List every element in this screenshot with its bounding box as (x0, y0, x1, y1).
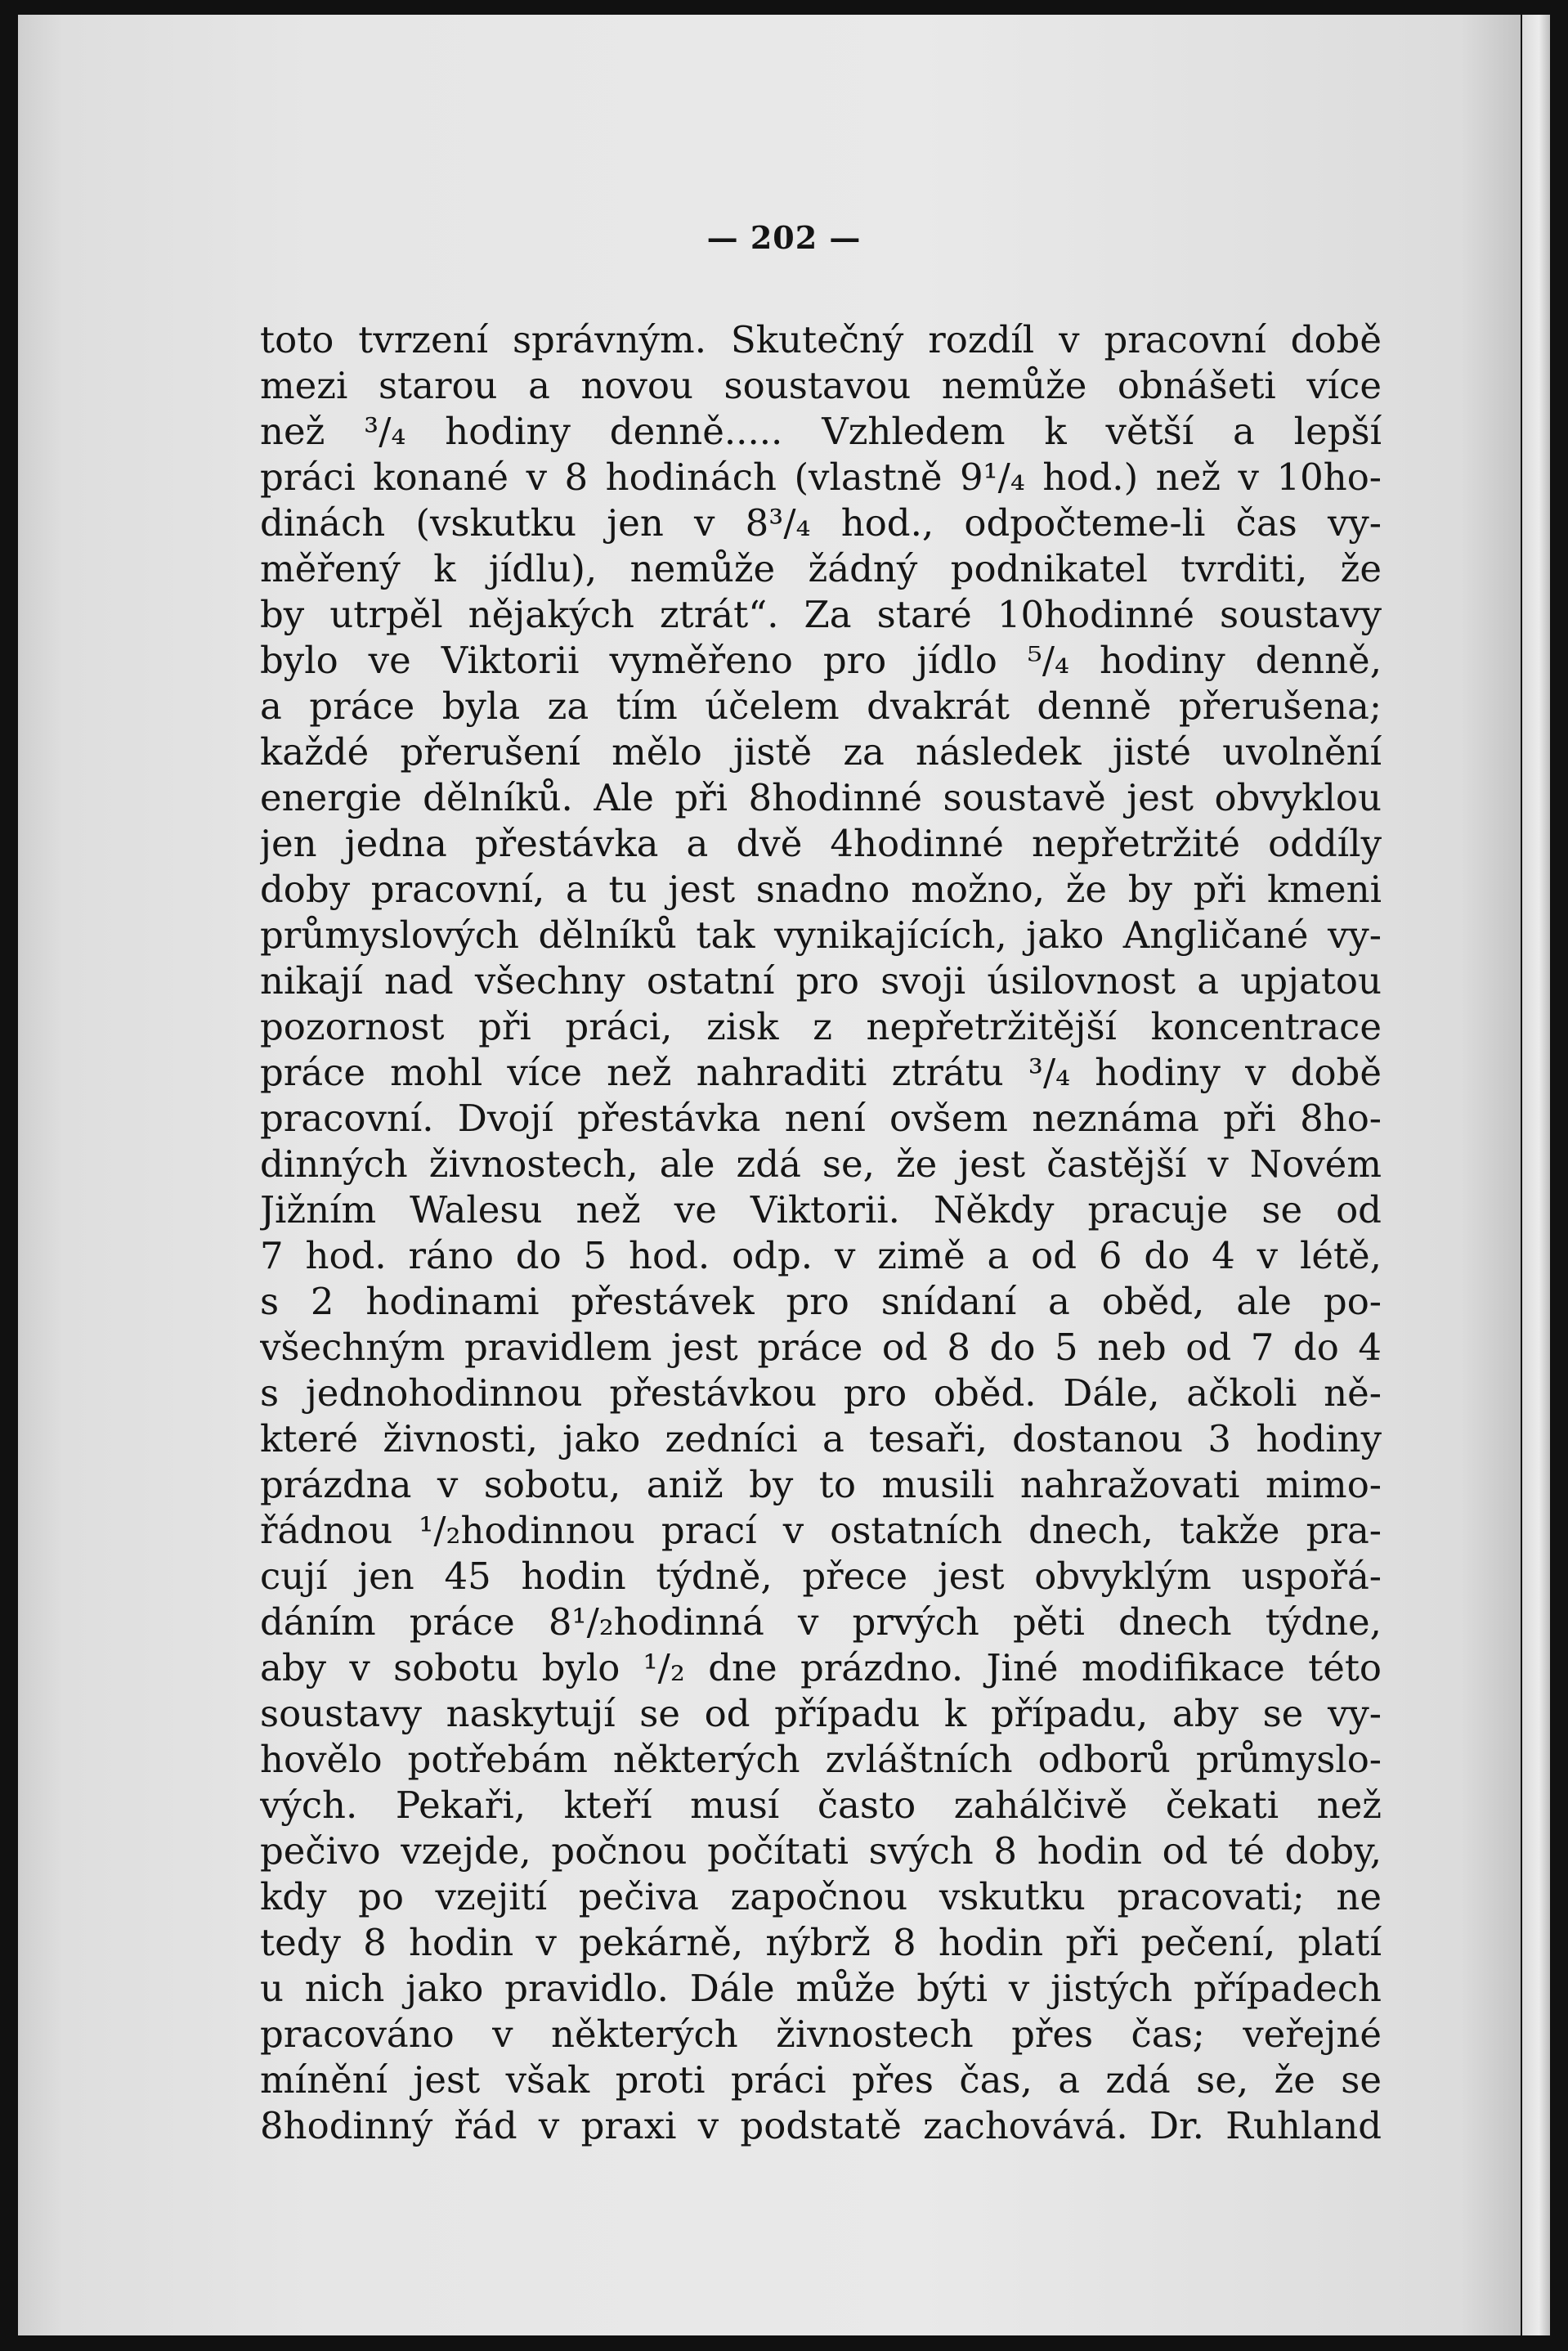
text-line: práci konané v 8 hodinách (vlastně 9¹/₄ hod.) než v 10ho- (260, 455, 1382, 499)
text-line: hovělo potřebám některých zvláštních odborů průmyslo- (260, 1738, 1382, 1781)
text-line: vých. Pekaři, kteří musí často zahálčivě čekati než (260, 1783, 1382, 1827)
text-line: a práce byla za tím účelem dvakrát denně přerušena; (260, 684, 1382, 728)
text-line: by utrpěl nějakých ztrát“. Za staré 10hodinné soustavy (260, 593, 1382, 636)
text-line: pozornost při práci, zisk z nepřetržitější koncentrace (260, 1005, 1382, 1048)
text-line: aby v sobotu bylo ¹/₂ dne prázdno. Jiné modifikace této (260, 1646, 1382, 1689)
text-line: 8hodinný řád v praxi v podstatě zachovává. Dr. Ruhland (260, 2104, 1382, 2147)
text-line: všechným pravidlem jest práce od 8 do 5 neb od 7 do 4 (260, 1326, 1382, 1369)
body-text (260, 317, 1382, 2149)
text-line: energie dělníků. Ale při 8hodinné soustavě jest obvyklou (260, 776, 1382, 819)
text-line: měřený k jídlu), nemůže žádný podnikatel tvrditi, že (260, 547, 1382, 590)
text-line: s 2 hodinami přestávek pro snídaní a oběd, ale po- (260, 1280, 1382, 1323)
text-line: Jižním Walesu než ve Viktorii. Někdy pracuje se od (260, 1188, 1382, 1232)
text-line: pečivo vzejde, počnou počítati svých 8 hodin od té doby, (260, 1829, 1382, 1873)
text-line: dáním práce 8¹/₂hodinná v prvých pěti dnech týdne, (260, 1600, 1382, 1644)
text-line: řádnou ¹/₂hodinnou prací v ostatních dnech, takže pra- (260, 1509, 1382, 1552)
text-line: tedy 8 hodin v pekárně, nýbrž 8 hodin při pečení, platí (260, 1921, 1382, 1964)
text-line: soustavy naskytují se od případu k případu, aby se vy- (260, 1692, 1382, 1735)
text-line: pracováno v některých živnostech přes čas; veřejné (260, 2012, 1382, 2056)
text-line: pracovní. Dvojí přestávka není ovšem neznáma při 8ho- (260, 1097, 1382, 1140)
text-line: toto tvrzení správným. Skutečný rozdíl v pracovní době (260, 318, 1382, 361)
text-line: s jednohodinnou přestávkou pro oběd. Dále, ačkoli ně- (260, 1371, 1382, 1415)
text-line: mínění jest však proti práci přes čas, a zdá se, že se (260, 2058, 1382, 2102)
text-line: 7 hod. ráno do 5 hod. odp. v zimě a od 6 do 4 v létě, (260, 1234, 1382, 1277)
text-line: než ³/₄ hodiny denně..... Vzhledem k větší a lepší (260, 410, 1382, 453)
text-line: každé přerušení mělo jistě za následek jisté uvolnění (260, 730, 1382, 774)
text-line: dinných živnostech, ale zdá se, že jest častější v Novém (260, 1142, 1382, 1186)
text-line: nikají nad všechny ostatní pro svoji úsilovnost a upjatou (260, 959, 1382, 1003)
text-line: kdy po vzejití pečiva započnou vskutku pracovati; ne (260, 1875, 1382, 1918)
text-line: u nich jako pravidlo. Dále může býti v jistých případech (260, 1967, 1382, 2010)
text-line: práce mohl více než nahraditi ztrátu ³/₄ hodiny v době (260, 1051, 1382, 1094)
text-line: jen jedna přestávka a dvě 4hodinné nepřetržité oddíly (260, 822, 1382, 865)
text-line: prázdna v sobotu, aniž by to musili nahražovati mimo- (260, 1463, 1382, 1506)
text-line: dinách (vskutku jen v 8³/₄ hod., odpočteme-li čas vy- (260, 501, 1382, 545)
text-line: průmyslových dělníků tak vynikajících, jako Angličané vy- (260, 913, 1382, 957)
page-edge (1522, 15, 1550, 2335)
text-line: bylo ve Viktorii vyměřeno pro jídlo ⁵/₄ hodiny denně, (260, 639, 1382, 682)
text-line: které živnosti, jako zedníci a tesaři, dostanou 3 hodiny (260, 1417, 1382, 1460)
text-line: mezi starou a novou soustavou nemůže obnášeti více (260, 364, 1382, 407)
text-line: doby pracovní, a tu jest snadno možno, že by při kmeni (260, 868, 1382, 911)
text-line: cují jen 45 hodin týdně, přece jest obvyklým uspořá- (260, 1555, 1382, 1598)
page-number: — 202 — (706, 219, 862, 256)
